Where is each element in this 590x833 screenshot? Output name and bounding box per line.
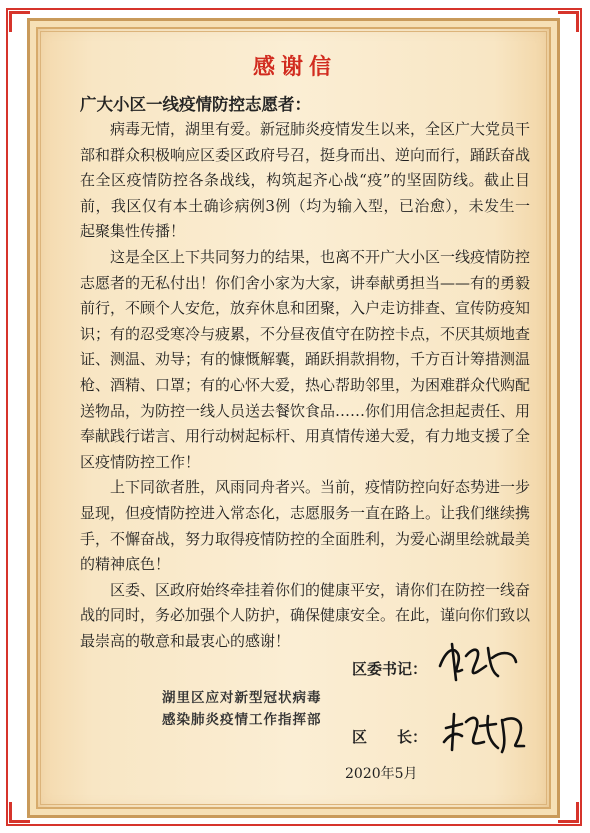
frame-corner [558,802,579,823]
district-head-label: 区 长： [352,728,428,746]
district-head-signature [440,706,530,756]
salutation: 广大小区一线疫情防控志愿者： [80,95,311,114]
paragraph: 这是全区上下共同努力的结果，也离不开广大小区一线疫情防控志愿者的无私付出！你们舍小家为大家，讲奉献勇担当——有的勇毅前行，不顾个人安危，放弃休息和团聚，入户走访排查、宣传防疫知识；有的忍受寒冷与疲累，不分昼夜值守在防控卡点，不厌其烦地查证、测温、劝导；有的慷慨解囊，踊跃捐款捐物，千方百计筹措测温枪、酒精、口罩；有的心怀大爱，热心帮助邻里，为困难群众代购配送物品，为防控一线人员送去餐饮食品……你们用信念担起责任、用奉献践行诺言、用行动树起标杆、用真情传递大爱，有力地支援了全区疫情防控工作！ [80,247,531,471]
org-line-1: 湖里区应对新型冠状病毒 [162,690,322,706]
party-secretary-label: 区委书记： [352,660,428,678]
letter-date: 2020年5月 [345,766,418,782]
paragraph: 区委、区政府始终牵挂着你们的健康平安，请你们在防控一线奋战的同时，务必加强个人防护，确保健康安全。在此，谨向你们致以最崇高的敬意和最衷心的感谢！ [80,580,531,650]
paragraph: 上下同欲者胜，风雨同舟者兴。当前，疫情防控向好态势进一步显现，但疫情防控进入常态化，志愿服务一直在路上。让我们继续携手，不懈奋战，努力取得疫情防控的全面胜利，为爱心湖里绘就最美的精神底色！ [80,478,531,574]
paragraph: 病毒无情，湖里有爱。新冠肺炎疫情发生以来，全区广大党员干部和群众积极响应区委区政府号召，挺身而出、逆向而行，踊跃奋战在全区疫情防控各条战线，构筑起齐心战“疫”的坚固防线。截止目前，我区仅有本土确诊病例3例（均为输入型，已治愈），未发生一起聚集性传播！ [80,120,531,241]
org-line-2: 感染肺炎疫情工作指挥部 [162,712,322,728]
letter-title: 感谢信 [252,54,337,80]
letter-body [80,117,530,654]
frame-corner [558,11,579,32]
party-secretary-signature [432,636,522,686]
